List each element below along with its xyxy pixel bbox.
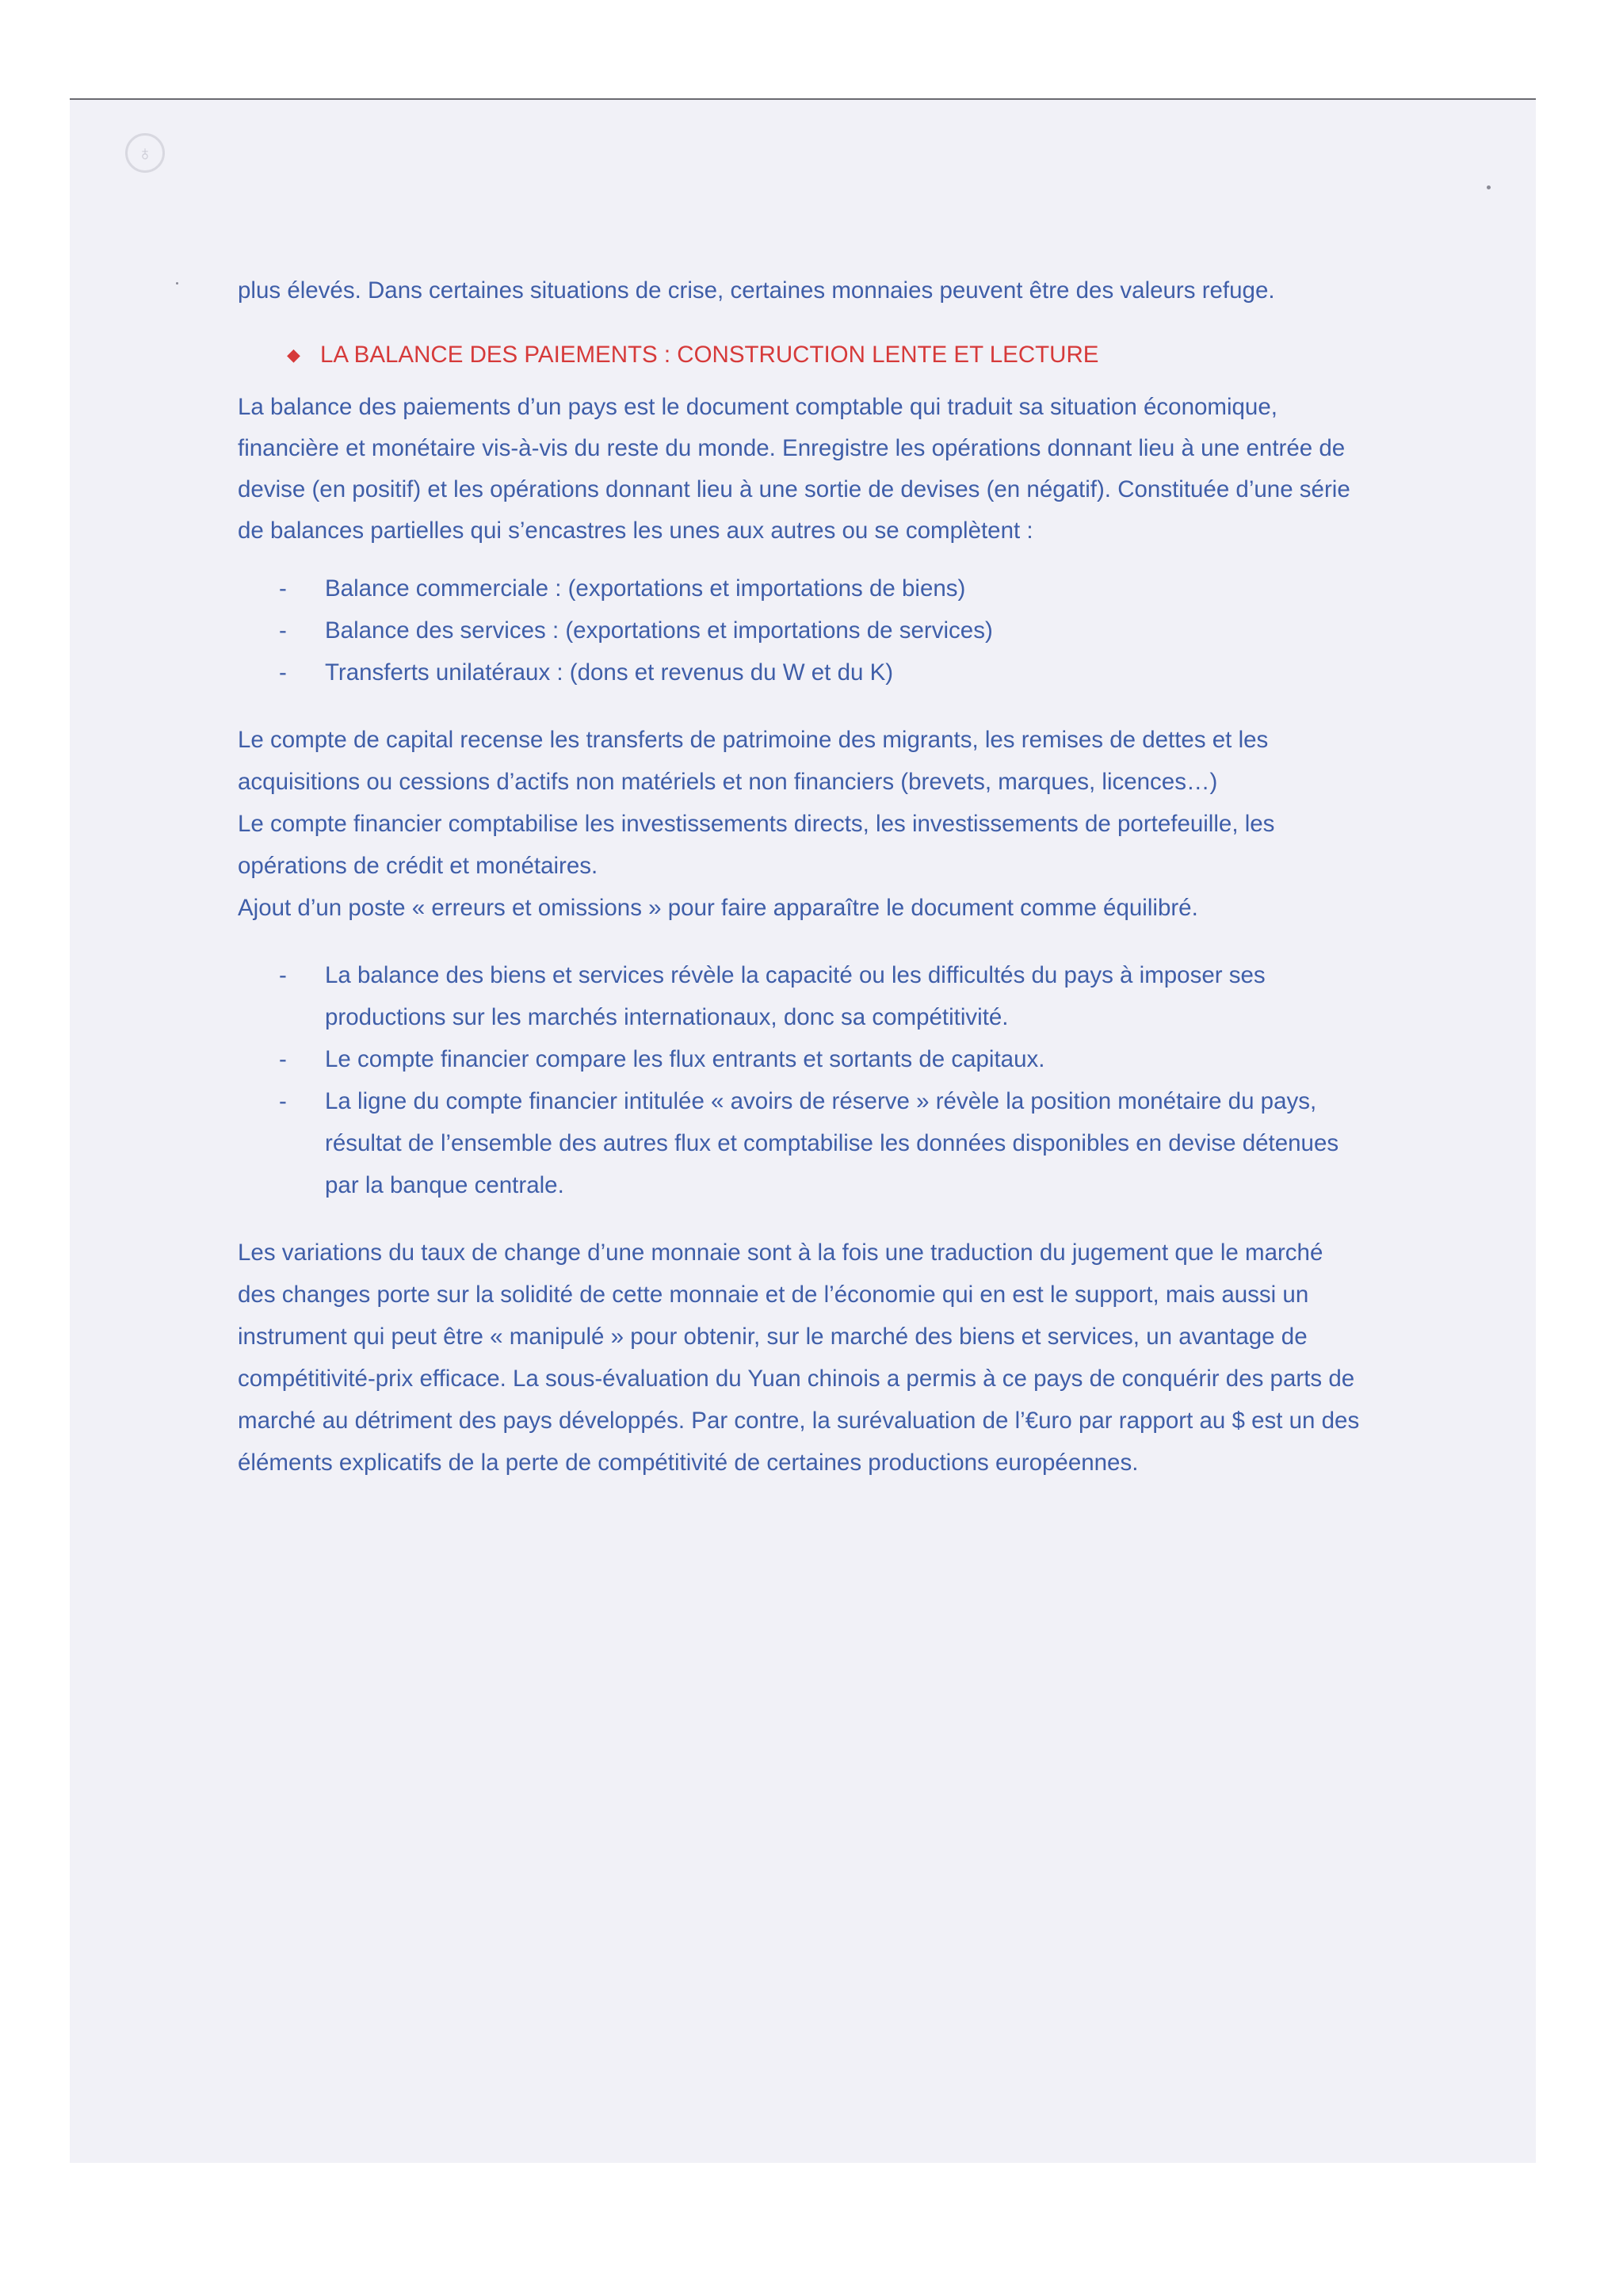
page-number-stamp-icon: ♁: [125, 133, 165, 173]
list-item: - La balance des biens et services révèle la capacité ou les difficultés du pays à imposer ses productions sur les marchés internationaux, donc sa compétitivité.: [279, 962, 1266, 1030]
errors-omissions-paragraph: Ajout d’un poste « erreurs et omissions » pour faire apparaître le document comme équilibré.: [238, 895, 1198, 921]
diamond-bullet-icon: ◆: [287, 345, 300, 365]
list-item: - Balance commerciale : (exportations et importations de biens): [279, 575, 966, 602]
list-item: - Le compte financier compare les flux entrants et sortants de capitaux.: [279, 1046, 1045, 1072]
exchange-rate-paragraph: Les variations du taux de change d’une monnaie sont à la fois une traduction du jugement que le marché des changes porte sur la solidité de cette monnaie et de l’économie qui en est le support, mais aussi un instrument qui peut être « manipulé » pour obtenir, sur le marché des biens et services, un avantage de compétitivité-prix efficace. La sous-évaluation du Yuan chinois a permis à ce pays de conquérir des parts de marché au détriment des pays développés. Par contre, la surévaluation de l’€uro par rapport au $ est un des éléments explicatifs de la perte de compétitivité de certaines productions européennes.: [238, 1240, 1360, 1476]
list-item: - La ligne du compte financier intitulée « avoirs de réserve » révèle la position monétaire du pays, résultat de l’ensemble des autres flux et comptabilise les données disponibles en devise détenues par la banque centrale.: [279, 1088, 1339, 1198]
intro-paragraph: plus élevés. Dans certaines situations de crise, certaines monnaies peuvent être des valeurs refuge.: [238, 277, 1275, 304]
capital-account-paragraph: Le compte de capital recense les transferts de patrimoine des migrants, les remises de dettes et les acquisitions ou cessions d’actifs non matériels et non financiers (brevets, marques, licences…): [238, 727, 1269, 795]
partial-balances-list: [238, 567, 1363, 693]
document-body: [238, 269, 1363, 1484]
definition-paragraph: La balance des paiements d’un pays est le document comptable qui traduit sa situation économique, financière et monétaire vis-à-vis du reste du monde. Enregistre les opérations donnant lieu à une entrée de devise (en positif) et les opérations donnant lieu à une sortie de devises (en négatif). Constituée d’une série de balances partielles qui s’encastres les unes aux autres ou se complètent :: [238, 394, 1350, 544]
reading-points-list: [238, 954, 1363, 1206]
scan-speck: [1487, 185, 1491, 189]
section-heading-text: LA BALANCE DES PAIEMENTS : CONSTRUCTION LENTE ET LECTURE: [320, 342, 1099, 368]
scan-speck: [176, 282, 178, 285]
list-item: - Transferts unilatéraux : (dons et revenus du W et du K): [279, 659, 894, 686]
list-item: - Balance des services : (exportations et importations de services): [279, 617, 993, 644]
financial-account-paragraph: Le compte financier comptabilise les investissements directs, les investissements de portefeuille, les opérations de crédit et monétaires.: [238, 811, 1275, 879]
section-heading: [287, 334, 1363, 376]
